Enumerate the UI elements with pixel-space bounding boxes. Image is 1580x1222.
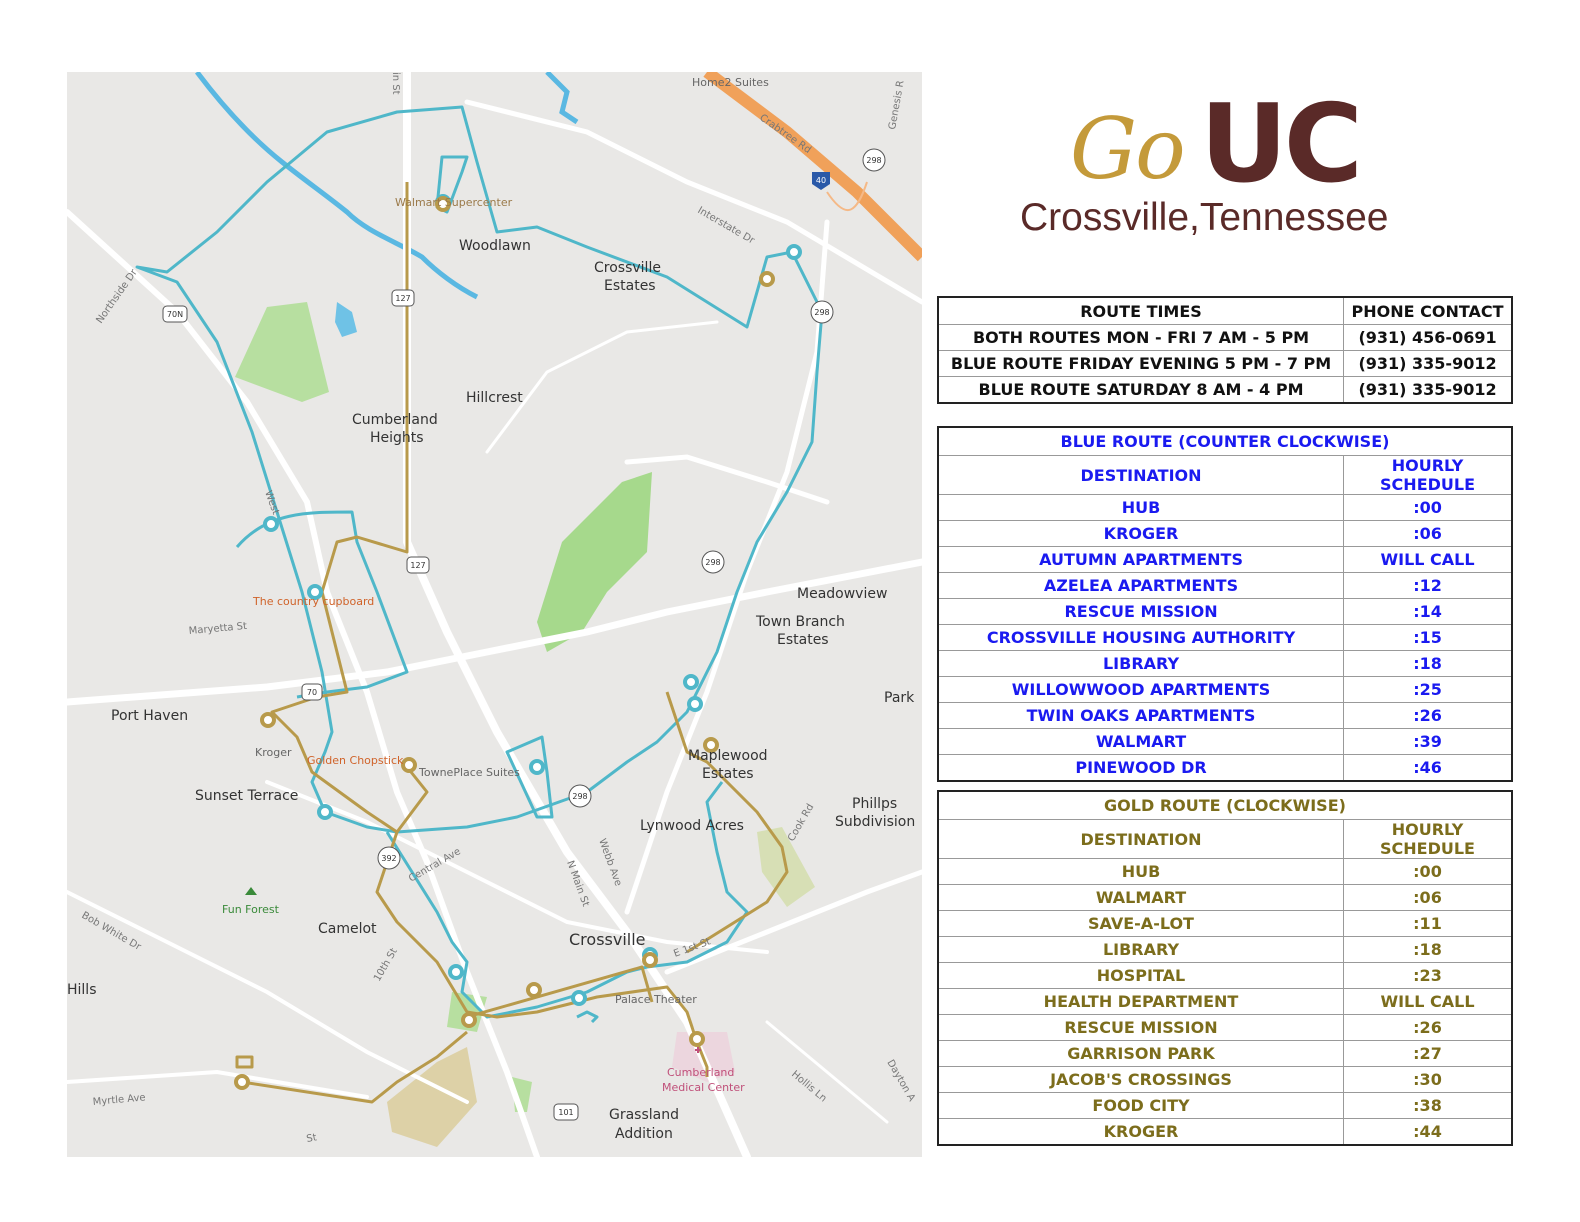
poi-label: Cumberland [667,1066,735,1079]
park-area [537,472,652,652]
place-label: Addition [615,1126,673,1142]
gold-stop[interactable] [528,984,540,996]
place-label: Hills [67,982,97,998]
road [467,102,922,302]
destination-cell: AUTUMN APARTMENTS [938,547,1344,573]
destination-cell: FOOD CITY [938,1093,1344,1119]
place-label: Woodlawn [459,238,531,254]
park-area [235,302,329,402]
schedule-cell: WILL CALL [1344,989,1513,1015]
gold-route-title: GOLD ROUTE (CLOCKWISE) [938,791,1512,820]
street-label: E 1st St [672,936,713,960]
svg-text:298: 298 [814,308,830,317]
river [197,72,477,297]
highway-shield [163,306,187,322]
highway-shield [302,684,322,700]
street-label: in St [390,72,401,95]
gold-stop[interactable] [691,1033,703,1045]
gouc-logo [1020,82,1440,260]
destination-cell: HEALTH DEPARTMENT [938,989,1344,1015]
destination-cell: AZELEA APARTMENTS [938,573,1344,599]
place-label: Cumberland [352,412,438,428]
road [487,322,717,452]
place-label: Port Haven [111,708,189,724]
gold-route-line [237,1057,252,1067]
highway-shield [378,847,400,869]
schedule-cell: :27 [1344,1041,1513,1067]
place-label: Crossville [594,260,661,276]
blue-stop[interactable] [265,518,277,530]
highway-shield [407,557,429,573]
poi-label: Palace Theater [615,993,697,1006]
schedule-cell: :15 [1344,625,1512,651]
schedule-cell: :25 [1344,677,1512,703]
schedule-cell: :26 [1344,703,1512,729]
schedule-cell: :12 [1344,573,1512,599]
poi-label: Home2 Suites [692,76,769,89]
highway-shield [554,1104,578,1120]
poi-label: TownePlace Suites [419,766,520,779]
svg-text:40: 40 [815,176,827,185]
gold-stop[interactable] [644,954,656,966]
interstate-shield [812,172,830,190]
destination-cell: CROSSVILLE HOUSING AUTHORITY [938,625,1344,651]
destination-cell: KROGER [938,1119,1344,1146]
hourly-schedule-header: HOURLY SCHEDULE [1344,820,1513,859]
place-label: Heights [370,430,424,446]
place-label: Hillcrest [466,390,523,406]
blue-stop[interactable] [319,806,331,818]
svg-text:127: 127 [395,294,411,303]
place-label: Maplewood [688,748,768,764]
svg-text:127: 127 [410,561,426,570]
place-label: Phillps [852,796,898,812]
lake [335,302,357,337]
hourly-schedule-header: HOURLY SCHEDULE [1344,456,1512,495]
schedule-cell: :44 [1344,1119,1513,1146]
street-label: West [262,489,281,517]
logo-city: Crossville,Tennessee [1020,196,1389,239]
tree-icon [245,887,257,895]
destination-cell: RESCUE MISSION [938,599,1344,625]
road [767,1022,887,1122]
blue-stop[interactable] [685,676,697,688]
blue-stop[interactable] [689,698,701,710]
place-label: Subdivision [835,814,916,830]
destination-cell: RESCUE MISSION [938,1015,1344,1041]
place-label: Camelot [318,921,377,937]
schedule-cell: :38 [1344,1093,1513,1119]
blue-stop[interactable] [788,246,800,258]
street-label: Myrtle Ave [92,1092,147,1108]
destination-cell: WALMART [938,885,1344,911]
logo-go: Go [1070,100,1184,198]
destination-header: DESTINATION [938,820,1344,859]
river [547,72,577,122]
destination-cell: SAVE-A-LOT [938,911,1344,937]
highway-shield [569,785,591,807]
poi-label: Kroger [255,746,292,759]
destination-cell: HOSPITAL [938,963,1344,989]
svg-text:298: 298 [705,558,721,567]
blue-stop[interactable] [573,992,585,1004]
street-label: Northside Dr [94,267,140,326]
blue-route-line [577,1012,597,1022]
place-label: Estates [604,278,656,294]
destination-cell: PINEWOOD DR [938,755,1344,782]
svg-text:392: 392 [381,854,397,863]
highway-shield [392,290,414,306]
park-area [387,1047,477,1147]
svg-text:101: 101 [558,1108,574,1117]
destination-cell: TWIN OAKS APARTMENTS [938,703,1344,729]
route-times-cell: BLUE ROUTE FRIDAY EVENING 5 PM - 7 PM [938,351,1344,377]
destination-header: DESTINATION [938,456,1344,495]
gold-stop[interactable] [403,759,415,771]
place-label: Lynwood Acres [640,818,744,834]
road [627,222,830,912]
gold-route-table [937,790,1513,1146]
phone-contact-header: PHONE CONTACT [1344,297,1512,325]
street-label: Cook Rd [786,802,817,844]
street-label: St [305,1132,318,1145]
highway-shield [702,551,724,573]
blue-stop[interactable] [531,761,543,773]
street-label: 10th St [372,946,400,984]
highway-shield [811,301,833,323]
schedule-cell: :30 [1344,1067,1513,1093]
destination-cell: LIBRARY [938,937,1344,963]
destination-cell: WALMART [938,729,1344,755]
schedule-cell: :46 [1344,755,1512,782]
gold-stop[interactable] [236,1076,248,1088]
phone-contact-cell: (931) 335-9012 [1344,351,1512,377]
place-label: Estates [702,766,754,782]
blue-route-title: BLUE ROUTE (COUNTER CLOCKWISE) [938,427,1512,456]
schedule-cell: :06 [1344,521,1512,547]
street-label: Hollis Ln [789,1068,829,1105]
destination-cell: HUB [938,495,1344,521]
place-label: Grassland [609,1107,679,1123]
phone-contact-cell: (931) 456-0691 [1344,325,1512,351]
street-label: Central Ave [407,846,463,885]
destination-cell: JACOB'S CROSSINGS [938,1067,1344,1093]
blue-stop[interactable] [450,966,462,978]
schedule-cell: :18 [1344,937,1513,963]
poi-label: Medical Center [662,1081,745,1094]
schedule-cell: :14 [1344,599,1512,625]
poi-label: The country cupboard [253,595,375,608]
street-label: Dayton A [884,1058,918,1104]
street-label: Crabtree Rd [757,112,813,156]
place-label: Meadowview [797,586,888,602]
svg-text:298: 298 [572,792,588,801]
gold-stop[interactable] [761,273,773,285]
street-label: Genesis R [887,79,907,131]
schedule-cell: :39 [1344,729,1512,755]
gold-stop[interactable] [262,714,274,726]
route-times-header: ROUTE TIMES [938,297,1344,325]
destination-cell: KROGER [938,521,1344,547]
street-label: N Main St [564,859,591,909]
route-times-table [937,296,1513,404]
route-times-cell: BOTH ROUTES MON - FRI 7 AM - 5 PM [938,325,1344,351]
highway-shield [863,149,885,171]
svg-text:70N: 70N [166,310,184,319]
place-label: Estates [777,632,829,648]
schedule-cell: :11 [1344,911,1513,937]
route-times-cell: BLUE ROUTE SATURDAY 8 AM - 4 PM [938,377,1344,404]
poi-label: Walmart Supercenter [395,196,513,209]
schedule-cell: :00 [1344,859,1513,885]
place-label: Park [884,690,915,706]
phone-contact-cell: (931) 335-9012 [1344,377,1512,404]
place-label: Town Branch [756,614,845,630]
street-label: Interstate Dr [695,205,757,247]
place-label: Crossville [569,930,646,949]
schedule-cell: :00 [1344,495,1512,521]
schedule-cell: :18 [1344,651,1512,677]
poi-label: Fun Forest [222,903,279,916]
svg-text:298: 298 [866,156,882,165]
street-label: Maryetta St [188,620,248,637]
schedule-cell: :23 [1344,963,1513,989]
place-label: Sunset Terrace [195,788,299,804]
logo-uc: UC [1200,82,1359,207]
svg-text:70: 70 [306,688,318,697]
gold-stop[interactable] [463,1014,475,1026]
destination-cell: WILLOWWOOD APARTMENTS [938,677,1344,703]
destination-cell: HUB [938,859,1344,885]
street-label: Webb Ave [596,837,624,888]
poi-label: Golden Chopstick [307,754,404,767]
road [67,892,467,1102]
schedule-cell: :26 [1344,1015,1513,1041]
street-label: Bob White Dr [79,910,143,953]
blue-route-table [937,426,1513,782]
schedule-cell: WILL CALL [1344,547,1512,573]
route-map[interactable] [67,72,922,1157]
destination-cell: LIBRARY [938,651,1344,677]
destination-cell: GARRISON PARK [938,1041,1344,1067]
schedule-cell: :06 [1344,885,1513,911]
road [627,457,827,502]
